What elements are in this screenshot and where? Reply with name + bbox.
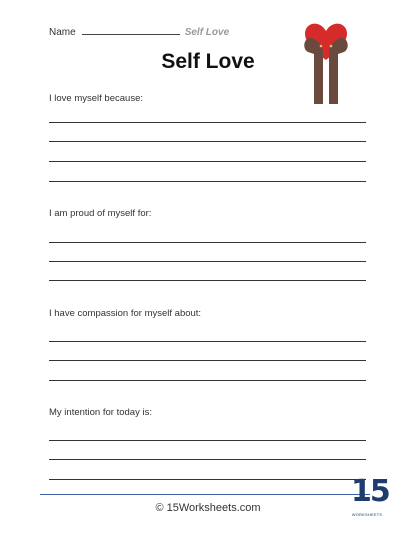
name-label: Name — [49, 27, 76, 38]
writing-line[interactable] — [49, 380, 366, 381]
writing-line[interactable] — [49, 141, 366, 142]
page-title: Self Love — [161, 50, 255, 73]
logo-text: WORKSHEETS — [351, 512, 383, 517]
writing-line[interactable] — [49, 161, 366, 162]
prompt-compassion: I have compassion for myself about: — [49, 308, 202, 319]
footer-divider — [40, 494, 370, 495]
writing-line[interactable] — [49, 261, 366, 262]
writing-line[interactable] — [49, 459, 366, 460]
writing-line[interactable] — [49, 122, 366, 123]
writing-line[interactable] — [49, 440, 366, 441]
writing-line[interactable] — [49, 280, 366, 281]
prompt-proud-of-myself: I am proud of myself for: — [49, 208, 152, 219]
writing-line[interactable] — [49, 479, 366, 480]
name-input-line[interactable] — [82, 25, 180, 35]
worksheet-subtitle: Self Love — [184, 27, 230, 38]
footer-copyright: © 15Worksheets.com — [155, 502, 261, 514]
worksheets-logo — [351, 474, 389, 526]
hands-holding-heart-icon — [300, 20, 352, 104]
prompt-intention: My intention for today is: — [49, 407, 152, 418]
name-field-row — [49, 25, 229, 38]
writing-line[interactable] — [49, 341, 366, 342]
writing-line[interactable] — [49, 181, 366, 182]
writing-line[interactable] — [49, 360, 366, 361]
prompt-love-myself: I love myself because: — [49, 93, 143, 104]
writing-line[interactable] — [49, 242, 366, 243]
logo-number: 15 — [351, 474, 389, 509]
